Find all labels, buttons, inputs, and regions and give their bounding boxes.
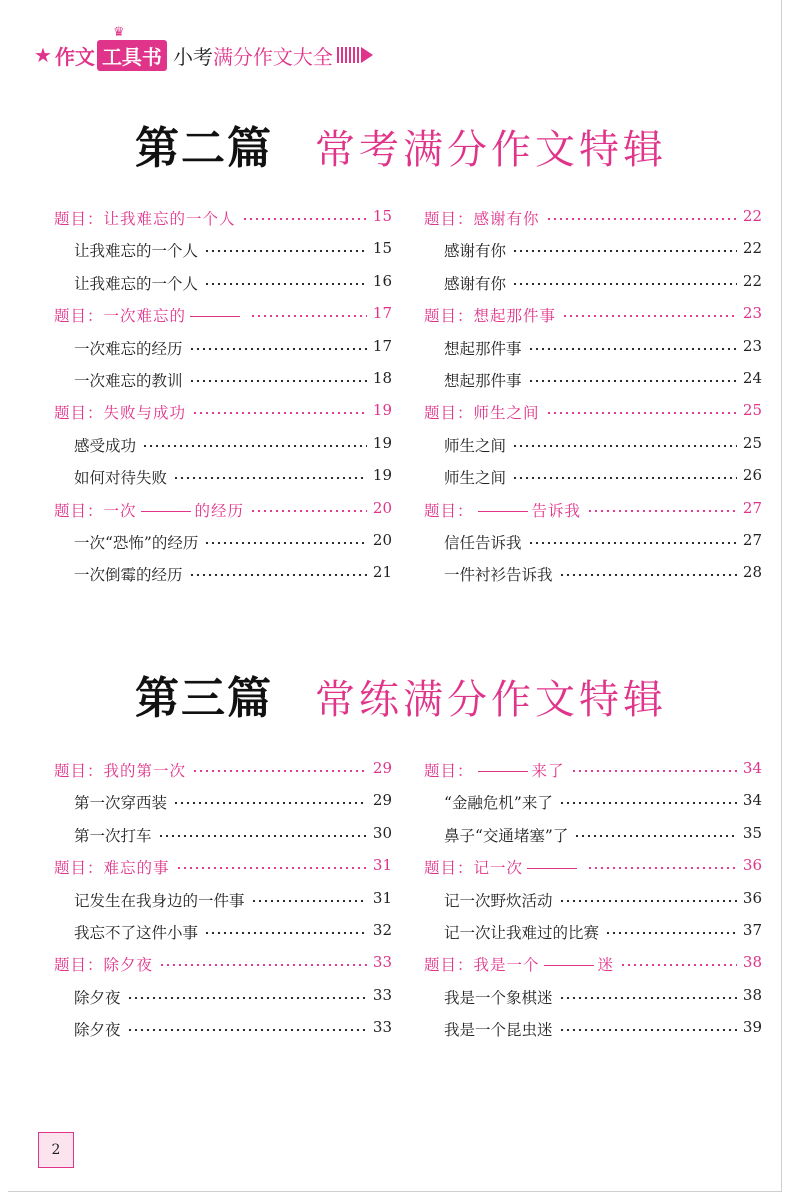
entry-title <box>74 337 189 359</box>
toc-entry-row <box>52 462 392 494</box>
toc-entry-row <box>52 982 392 1014</box>
title-text: 如何对待失败 <box>74 469 168 488</box>
dot-leader <box>127 997 367 999</box>
title-text: 信任告诉我 <box>444 533 522 552</box>
toc-topic-row <box>422 755 762 787</box>
header-part1: 作文 <box>54 44 95 69</box>
toc-entry-row <box>422 333 762 365</box>
title-text: 题目：感谢有你 <box>424 210 540 228</box>
toc-entry-row <box>422 559 762 591</box>
toc-entry-row <box>422 982 762 1014</box>
dot-leader <box>546 412 737 414</box>
toc-topic-row <box>52 852 392 884</box>
topic-title <box>424 401 546 423</box>
title-text: 题目：想起那件事 <box>424 307 557 326</box>
toc-entry-row <box>422 1014 762 1046</box>
header-box: ♛ 工具书 <box>97 40 167 71</box>
page-ref: 15 <box>367 207 392 225</box>
topic-title <box>54 759 192 781</box>
page-ref: 31 <box>367 889 392 907</box>
title-text: 让我难忘的一个人 <box>74 242 199 261</box>
title-text: 感谢有你 <box>444 274 507 293</box>
entry-title <box>74 824 158 846</box>
fill-blank-line <box>527 868 577 869</box>
title-text: 题目： <box>424 501 474 520</box>
entry-title <box>444 563 559 585</box>
title-text: 除夕夜 <box>74 988 121 1007</box>
page-ref: 27 <box>737 499 762 517</box>
header-part2: 小考 <box>172 44 213 69</box>
toc-entry-row <box>52 430 392 462</box>
entry-title <box>444 531 528 553</box>
section2-name: 常考满分作文特辑 <box>315 127 667 173</box>
title-text: 题目：让我难忘的一个人 <box>54 210 236 228</box>
toc-topic-row <box>52 300 392 332</box>
entry-title <box>444 434 512 456</box>
toc-topic-row <box>422 949 762 981</box>
title-text: 题目：难忘的事 <box>54 859 170 878</box>
page-ref: 19 <box>367 401 392 419</box>
toc-entry-row <box>422 917 762 949</box>
star-icon: ★ <box>34 43 52 67</box>
dot-leader <box>176 867 367 869</box>
page-ref: 21 <box>367 563 392 581</box>
title-text: 师生之间 <box>444 469 507 488</box>
dot-leader <box>250 315 367 317</box>
page-ref: 34 <box>737 791 762 809</box>
toc-entry-row <box>52 820 392 852</box>
section3-right-column <box>422 755 762 1047</box>
page-ref: 39 <box>737 1018 762 1036</box>
topic-title <box>424 499 587 521</box>
dot-leader <box>559 802 737 804</box>
section3-left-column <box>52 755 392 1047</box>
dot-leader <box>620 964 737 966</box>
dot-leader <box>242 218 367 220</box>
dot-leader <box>574 835 737 837</box>
dot-leader <box>546 218 737 220</box>
dot-leader <box>562 315 737 317</box>
page-ref: 16 <box>367 272 392 290</box>
page-ref: 37 <box>737 921 762 939</box>
dot-leader <box>250 510 367 512</box>
dot-leader <box>559 574 737 576</box>
toc-entry-row <box>422 430 762 462</box>
toc-entry-row <box>422 787 762 819</box>
dot-leader <box>204 932 367 934</box>
dot-leader <box>173 477 367 479</box>
dot-leader <box>173 802 367 804</box>
page-ref: 22 <box>737 207 762 225</box>
title-text: “金融危机”来了 <box>444 794 553 813</box>
page-ref: 19 <box>367 434 392 452</box>
toc-entry-row <box>52 559 392 591</box>
entry-title <box>74 986 127 1008</box>
title-text: 感受成功 <box>74 436 137 455</box>
toc-topic-row <box>422 495 762 527</box>
toc-entry-row <box>422 820 762 852</box>
topic-title <box>54 856 176 878</box>
section2-title <box>135 112 667 176</box>
dot-leader <box>587 867 737 869</box>
title-text: 一次“恐怖”的经历 <box>74 533 199 552</box>
page-ref: 28 <box>737 563 762 581</box>
title-text: 让我难忘的一个人 <box>74 274 199 293</box>
page-ref: 29 <box>367 759 392 777</box>
toc-entry-row <box>422 527 762 559</box>
entry-title <box>444 921 605 943</box>
title-text: 第一次穿西装 <box>74 794 168 813</box>
toc-topic-row <box>422 397 762 429</box>
entry-title <box>74 434 142 456</box>
title-text: 我是一个昆虫迷 <box>444 1021 553 1040</box>
entry-title <box>444 337 528 359</box>
dot-leader <box>204 542 367 544</box>
page-ref: 25 <box>737 401 762 419</box>
fill-blank-line <box>478 771 528 772</box>
dot-leader <box>571 770 737 772</box>
entry-title <box>444 1018 559 1040</box>
title-text: 一次倒霉的经历 <box>74 566 183 585</box>
title-text: 题目：一次 <box>54 501 137 520</box>
toc-topic-row <box>422 852 762 884</box>
page-ref: 33 <box>367 1018 392 1036</box>
topic-title <box>424 759 571 781</box>
entry-title <box>74 563 189 585</box>
title-text: 题目：我的第一次 <box>54 762 187 780</box>
section3-number: 第三篇 <box>135 673 273 724</box>
section2-left-column <box>52 203 392 592</box>
dot-leader <box>528 380 737 382</box>
toc-entry-row <box>52 917 392 949</box>
title-text: 题目： <box>424 762 474 780</box>
dot-leader <box>512 477 737 479</box>
fill-blank-line <box>544 965 594 966</box>
toc-topic-row <box>52 495 392 527</box>
entry-title <box>74 369 189 391</box>
page-ref: 22 <box>737 272 762 290</box>
dot-leader <box>189 348 367 350</box>
page-ref: 34 <box>737 759 762 777</box>
entry-title <box>74 889 251 911</box>
page-ref: 20 <box>367 499 392 517</box>
title-text: 除夕夜 <box>74 1021 121 1040</box>
toc-entry-row <box>52 527 392 559</box>
entry-title <box>74 466 173 488</box>
dot-leader <box>528 542 737 544</box>
title-text: 题目：除夕夜 <box>54 956 154 975</box>
book-header <box>34 38 373 72</box>
title-text: 感谢有你 <box>444 242 507 261</box>
toc-entry-row <box>52 268 392 300</box>
page-ref: 24 <box>737 369 762 387</box>
entry-title <box>444 272 512 294</box>
toc-topic-row <box>52 203 392 235</box>
page-ref: 23 <box>737 304 762 322</box>
topic-title <box>424 207 546 229</box>
entry-title <box>74 921 204 943</box>
arrow-right-icon <box>361 47 373 63</box>
entry-title <box>444 369 528 391</box>
dot-leader <box>189 574 367 576</box>
fill-blank-line <box>478 511 528 512</box>
toc-entry-row <box>52 787 392 819</box>
page-ref: 38 <box>737 953 762 971</box>
page-ref: 31 <box>367 856 392 874</box>
dot-leader <box>559 900 737 902</box>
title-text: 我是一个象棋迷 <box>444 988 553 1007</box>
dot-leader <box>192 770 367 772</box>
title-text-suffix: 的经历 <box>194 501 245 520</box>
dot-leader <box>605 932 737 934</box>
dot-leader <box>512 283 737 285</box>
topic-title <box>424 856 587 878</box>
toc-topic-row <box>52 755 392 787</box>
topic-title <box>424 304 562 326</box>
dot-leader <box>528 348 737 350</box>
title-text: 第一次打车 <box>74 826 152 845</box>
toc-topic-row <box>422 300 762 332</box>
title-text: 一次难忘的经历 <box>74 339 183 358</box>
page-ref: 33 <box>367 953 392 971</box>
entry-title <box>74 531 204 553</box>
topic-title <box>54 953 159 975</box>
title-text: 题目：一次难忘的 <box>54 307 187 326</box>
toc-entry-row <box>422 462 762 494</box>
title-text-suffix: 来了 <box>531 762 565 780</box>
toc-entry-row <box>52 365 392 397</box>
dot-leader <box>204 250 367 252</box>
entry-title <box>444 824 574 846</box>
entry-title <box>74 791 173 813</box>
dot-leader <box>512 445 737 447</box>
section3-title <box>135 662 667 726</box>
title-text: 记一次让我难过的比赛 <box>444 923 600 942</box>
toc-entry-row <box>422 235 762 267</box>
topic-title <box>54 207 242 229</box>
page-ref: 33 <box>367 986 392 1004</box>
title-text: 题目：失败与成功 <box>54 404 187 423</box>
page-ref: 23 <box>737 337 762 355</box>
dot-leader <box>559 997 737 999</box>
dot-leader <box>587 510 737 512</box>
fill-blank-line <box>190 316 240 317</box>
page-ref: 18 <box>367 369 392 387</box>
section2-number: 第二篇 <box>135 123 273 174</box>
entry-title <box>444 466 512 488</box>
title-text: 我忘不了这件小事 <box>74 923 199 942</box>
page-number: 2 <box>38 1132 74 1168</box>
page-ref: 38 <box>737 986 762 1004</box>
toc-entry-row <box>422 365 762 397</box>
title-text: 想起那件事 <box>444 339 522 358</box>
page-ref: 17 <box>367 304 392 322</box>
page-ref: 15 <box>367 239 392 257</box>
dot-leader <box>559 1029 737 1031</box>
page-ref: 36 <box>737 889 762 907</box>
title-text: 记发生在我身边的一件事 <box>74 891 245 910</box>
page-ref: 22 <box>737 239 762 257</box>
toc-topic-row <box>52 397 392 429</box>
title-text: 师生之间 <box>444 436 507 455</box>
dot-leader <box>251 900 367 902</box>
page-ref: 27 <box>737 531 762 549</box>
title-text: 记一次野炊活动 <box>444 891 553 910</box>
dot-leader <box>158 835 367 837</box>
entry-title <box>444 986 559 1008</box>
toc-topic-row <box>52 949 392 981</box>
page-ref: 26 <box>737 466 762 484</box>
page-ref: 32 <box>367 921 392 939</box>
toc-topic-row <box>422 203 762 235</box>
page-ref: 17 <box>367 337 392 355</box>
entry-title <box>74 272 204 294</box>
title-text: 题目：师生之间 <box>424 404 540 423</box>
title-text: 想起那件事 <box>444 371 522 390</box>
page-ref: 19 <box>367 466 392 484</box>
toc-entry-row <box>422 268 762 300</box>
dot-leader <box>204 283 367 285</box>
fill-blank-line <box>141 511 191 512</box>
dot-leader <box>189 380 367 382</box>
dot-leader <box>142 445 367 447</box>
entry-title <box>444 791 559 813</box>
entry-title <box>74 1018 127 1040</box>
title-text-suffix: 告诉我 <box>531 501 582 520</box>
page-ref: 29 <box>367 791 392 809</box>
title-text: 题目：记一次 <box>424 859 524 878</box>
stripes-icon <box>337 47 361 63</box>
title-text: 鼻子“交通堵塞”了 <box>444 826 569 845</box>
topic-title <box>54 499 250 521</box>
toc-entry-row <box>52 1014 392 1046</box>
page-ref: 20 <box>367 531 392 549</box>
header-part3: 满分作文大全 <box>212 44 333 69</box>
page-ref: 35 <box>737 824 762 842</box>
toc-entry-row <box>422 885 762 917</box>
entry-title <box>74 239 204 261</box>
topic-title <box>54 304 250 326</box>
entry-title <box>444 239 512 261</box>
page-ref: 36 <box>737 856 762 874</box>
toc-entry-row <box>52 333 392 365</box>
title-text: 一次难忘的教训 <box>74 371 183 390</box>
toc-entry-row <box>52 885 392 917</box>
toc-entry-row <box>52 235 392 267</box>
title-text: 一件衬衫告诉我 <box>444 566 553 585</box>
title-text: 题目：我是一个 <box>424 956 540 975</box>
page-ref: 25 <box>737 434 762 452</box>
dot-leader <box>192 412 367 414</box>
section3-name: 常练满分作文特辑 <box>315 677 667 723</box>
topic-title <box>424 953 620 975</box>
dot-leader <box>127 1029 367 1031</box>
dot-leader <box>159 964 367 966</box>
entry-title <box>444 889 559 911</box>
topic-title <box>54 401 192 423</box>
page-ref: 30 <box>367 824 392 842</box>
title-text-suffix: 迷 <box>597 956 615 975</box>
section2-right-column <box>422 203 762 592</box>
dot-leader <box>512 250 737 252</box>
